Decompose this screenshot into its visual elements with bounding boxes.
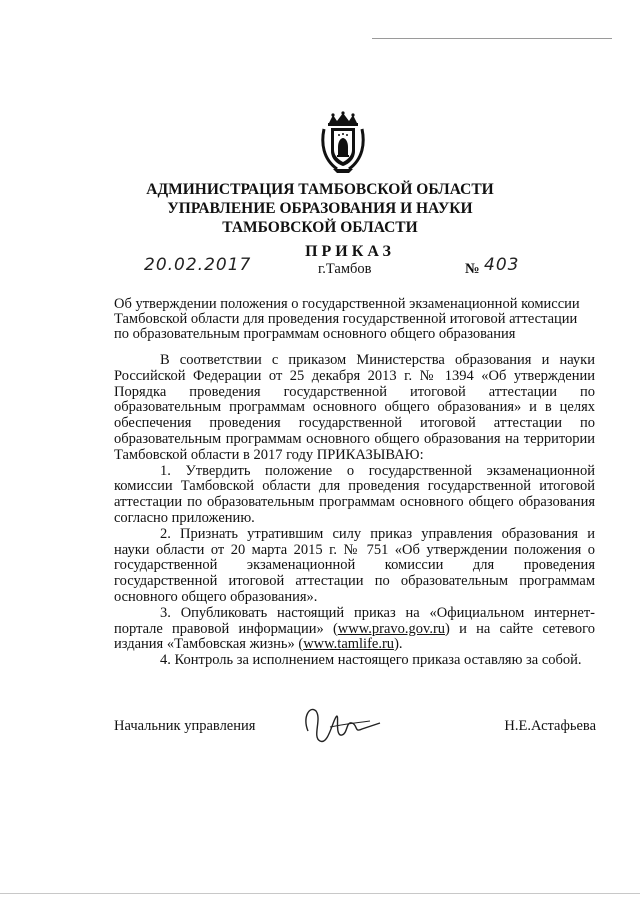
order-title: ПРИКАЗ [305, 243, 395, 260]
clause-3 [114, 606, 595, 653]
header-line-2: УПРАВЛЕНИЕ ОБРАЗОВАНИЯ И НАУКИ [167, 200, 473, 217]
header-line-3: ТАМБОВСКОЙ ОБЛАСТИ [222, 219, 418, 236]
subject-line-1: Об утверждении положения о государственной экзаменационной комиссии [114, 296, 580, 312]
order-number-label [465, 261, 480, 278]
header-line-1: АДМИНИСТРАЦИЯ ТАМБОВСКОЙ ОБЛАСТИ [146, 181, 494, 198]
signatory-name: Н.Е.Астафьева [504, 718, 596, 734]
order-body [114, 353, 595, 669]
order-number: 403 [484, 255, 520, 275]
clause-3-text-c: ). [394, 636, 403, 653]
scan-artifact-top [372, 38, 612, 39]
subject-line-3: по образовательным программам основного общего образования [114, 326, 516, 342]
order-date: 20.02.2017 [144, 255, 252, 275]
clause-3-text-a: 3. Опубликовать настоящий приказ на «Официальном интернет-портале правовой информации» ( [114, 604, 595, 637]
organization-header [0, 180, 640, 237]
preamble-paragraph: В соответствии с приказом Министерства образования и науки Российской Федерации от 25 декабря 2013 г. № 1394 «Об утверждении Порядка проведения государственной итоговой аттестации по образовательным программам основного общего образования» и в целях обеспечения проведения государственной итоговой аттестации по образовательным программам основного общего образования на территории Тамбовской области в 2017 году ПРИКАЗЫВАЮ: [114, 352, 595, 463]
clause-4: 4. Контроль за исполнением настоящего приказа оставляю за собой. [160, 652, 582, 669]
clause-3-text-b: ) и на сайте сетевого издания «Тамбовская жизнь» ( [114, 620, 595, 653]
link-pravo[interactable]: www.pravo.gov.ru [337, 620, 446, 637]
signatory-position: Начальник управления [114, 718, 256, 734]
number-sign: № [465, 261, 480, 277]
handwritten-signature-icon [300, 697, 385, 749]
clause-1: 1. Утвердить положение о государственной экзаменационной комиссии Тамбовской области для проведения государственной итоговой аттестации по образовательным программам основного общего образования согласно приложению. [114, 462, 595, 526]
subject-line-2: Тамбовской области для проведения государственной итоговой аттестации [114, 311, 578, 327]
scan-artifact-bottom [0, 893, 640, 894]
link-tamlife[interactable]: www.tamlife.ru [303, 636, 395, 653]
clause-2: 2. Признать утратившим силу приказ управления образования и науки области от 20 марта 2015 г. № 751 «Об утверждении положения о государственной экзаменационной комиссии для проведения государственной итоговой аттестации по образовательным программам основного общего образования». [114, 525, 595, 605]
order-city: г.Тамбов [318, 261, 372, 277]
order-subject [114, 297, 594, 342]
coat-of-arms-icon [319, 111, 367, 175]
